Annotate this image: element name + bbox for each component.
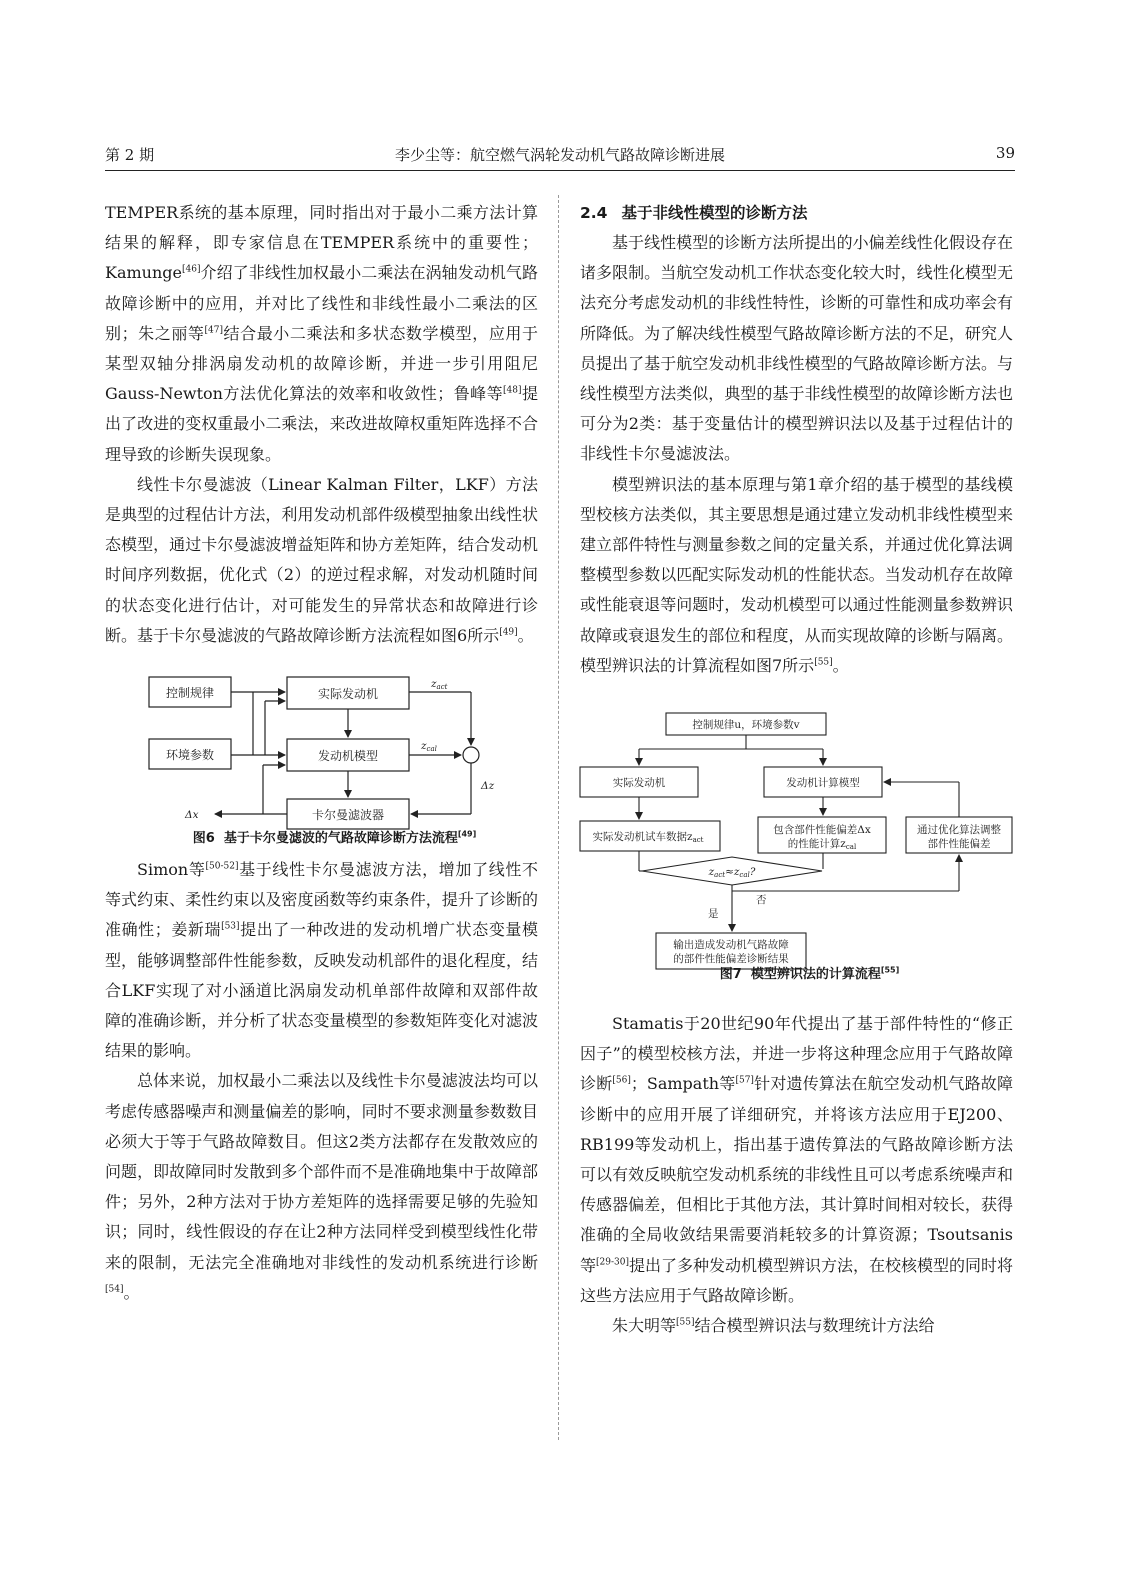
perf-calc-label-1: 包含部件性能偏差Δx: [773, 824, 871, 837]
column-divider: [558, 195, 559, 1440]
yes-label: 是: [708, 908, 719, 921]
inputs-label: 控制规律u，环境参数v: [692, 719, 800, 732]
figure-label: 图6: [192, 831, 215, 847]
paragraph: [580, 1009, 1013, 1311]
perf-calc-label-2: 的性能计算zcal: [787, 838, 857, 852]
citation: [53]: [221, 922, 240, 933]
adjust-label-1: 通过优化算法调整: [917, 824, 1001, 837]
left-column: [105, 198, 538, 1308]
figure-title: 基于卡尔曼滤波的气路故障诊断方法流程: [223, 831, 458, 847]
z-act-label: zact: [431, 678, 448, 692]
paragraph: [105, 470, 538, 651]
citation: [55]: [814, 657, 833, 668]
real-engine-label: 实际发动机: [612, 777, 666, 790]
running-title: 李少尘等：航空燃气涡轮发动机气路故障诊断进展: [394, 146, 725, 164]
text-run: 介绍了非线性加权最小二乘法在涡轴发动机气路故障诊断中的应用，并对比了线性和非线性最小二乘法的区别；朱之丽等: [105, 263, 538, 343]
text-run: 针对遗传算法在航空发动机气路故障诊断中的应用开展了详细研究，并将该方法应用于EJ200、RB199等发动机上，指出基于遗传算法的气路故障诊断方法可以有效反映航空发动机系统的非线性且可以考虑系统噪声和传感器偏差，但相比于其他方法，其计算时间相对较长，获得准确的全局收敛结果需要消耗较多的计算资源；Tsoutsanis等: [580, 1074, 1013, 1275]
citation: [55]: [880, 965, 900, 975]
section-number: 2.4: [580, 204, 608, 222]
issue-number: 第 2 期: [105, 146, 155, 164]
text-run: Stamatis于20世纪90年代提出了基于部件特性的“修正因子”的模型校核方法，并进一步将这种理念应用于气路故障诊断: [580, 1014, 1013, 1094]
text-run: Simon等: [137, 860, 206, 880]
text-run: 提出了多种发动机模型辨识方法，在校核模型的同时将这些方法应用于气路故障诊断。: [580, 1255, 1013, 1305]
text-run: ；Sampath等: [630, 1074, 736, 1094]
citation: [57]: [735, 1076, 754, 1087]
paragraph: [105, 198, 538, 470]
text-run: 结合模型辨识法与数理统计方法给: [694, 1316, 935, 1336]
paragraph: [580, 1311, 1013, 1341]
engine-model-label: 发动机模型: [317, 749, 379, 764]
real-engine-label: 实际发动机: [317, 687, 379, 702]
paragraph: 基于线性模型的诊断方法所提出的小偏差线性化假设存在诸多限制。当航空发动机工作状态变化较大时，线性化模型无法充分考虑发动机的非线性特性，诊断的可靠性和成功率会有所降低。为了解决线性模型气路故障诊断方法的不足，研究人员提出了基于航空发动机非线性模型的气路故障诊断方法。与线性模型方法类似，典型的基于非线性模型的故障诊断方法也可分为2类：基于变量估计的模型辨识法以及基于过程估计的非线性卡尔曼滤波法。: [580, 233, 1013, 464]
citation: [56]: [612, 1076, 631, 1087]
environment-label: 环境参数: [165, 748, 215, 763]
text-run: 线性卡尔曼滤波（Linear Kalman Filter，LKF）方法是典型的过程估计方法，利用发动机部件级模型抽象出线性状态模型，通过卡尔曼滤波增益矩阵和协方差矩阵，结合发动机时间序列数据，优化式（2）的逆过程求解，对发动机随时间的状态变化进行估计，对可能发生的异常状态和故障进行诊断。基于卡尔曼滤波的气路故障诊断方法流程如图6所示: [105, 474, 538, 645]
model-identification-flow-diagram: [580, 687, 1013, 966]
citation: [47]: [204, 325, 223, 336]
citation: [55]: [676, 1317, 695, 1328]
citation: [49]: [499, 627, 518, 638]
adjust-label-2: 部件性能偏差: [927, 838, 991, 851]
text-run: 基于线性卡尔曼滤波方法，增加了线性不等式约束、柔性约束以及密度函数等约束条件，提升了诊断的准确性；姜新瑞: [105, 860, 538, 940]
section-title: 基于非线性模型的诊断方法: [621, 204, 808, 222]
kalman-filter-label: 卡尔曼滤波器: [311, 808, 385, 823]
citation: [46]: [181, 265, 201, 276]
citation: [48]: [503, 385, 522, 396]
text-run: 提出了改进的变权重最小二乘法，来改进故障权重矩阵选择不合理导致的诊断失误现象。: [105, 384, 538, 464]
decision-label: zact≈zcal?: [708, 866, 756, 880]
summing-junction: [463, 747, 479, 763]
text-run: 提出了一种改进的发动机增广状态变量模型，能够调整部件性能参数，反映发动机部件的退化程度，结合LKF实现了对小涵道比涡扇发动机单部件故障和双部件故障的准确诊断，并分析了状态变量模型的参数矩阵变化对滤波结果的影响。: [105, 920, 538, 1061]
citation: [49]: [457, 829, 477, 839]
text-run: 朱大明等: [612, 1316, 677, 1336]
text-run: 。: [517, 625, 534, 645]
right-column: [580, 198, 1013, 1341]
kalman-flow-diagram: [105, 657, 538, 829]
paragraph: [105, 855, 538, 1066]
text-run: 结合最小二乘法和多状态数学模型，应用于某型双轴分排涡扇发动机的故障诊断，并进一步引用阻尼Gauss-Newton方法优化算法的效率和收敛性；鲁峰等: [105, 323, 538, 404]
citation: [54]: [105, 1284, 124, 1295]
text-run: 总体来说，加权最小二乘法以及线性卡尔曼滤波法均可以考虑传感器噪声和测量偏差的影响，同时不要求测量参数数目必须大于等于气路故障数目。但这2类方法都存在发散效应的问题，即故障同时发散到多个部件而不是准确地集中于故障部件；另外，2种方法对于协方差矩阵的选择需要足够的先验知识；同时，线性假设的存在让2种方法同样受到模型线性化带来的限制，无法完全准确地对非线性的发动机系统进行诊断: [105, 1071, 538, 1272]
figure-7: [580, 687, 1013, 985]
control-law-label: 控制规律: [165, 686, 215, 701]
section-heading: [580, 198, 1013, 228]
figure-label: 图7: [719, 967, 742, 983]
text-run: TEMPER系统的基本原理，同时指出对于最小二乘方法计算结果的解释，即专家信息在TEMPER系统中的重要性；Kamunge: [105, 203, 538, 283]
z-cal-label: zcal: [421, 740, 437, 754]
test-data-label: 实际发动机试车数据zact: [592, 831, 704, 845]
output-label-1: 输出造成发动机气路故障: [673, 939, 789, 952]
figure-title: 模型辨识法的计算流程: [750, 967, 881, 983]
text-run: 。: [832, 655, 849, 675]
delta-z-label: Δz: [481, 780, 495, 793]
paragraph: [580, 470, 1013, 681]
page-number: 39: [995, 144, 1015, 162]
delta-x-label: Δx: [185, 809, 199, 822]
calc-model-label: 发动机计算模型: [786, 777, 860, 790]
citation: [50-52]: [205, 861, 239, 872]
header-rule: [105, 170, 1015, 171]
no-label: 否: [756, 894, 767, 907]
output-label-2: 的部件性能偏差诊断结果: [673, 953, 789, 966]
figure-6: [105, 657, 538, 849]
running-header: [105, 144, 1015, 168]
paragraph: [105, 1066, 538, 1308]
text-run: 。: [123, 1282, 140, 1302]
figure-7-caption: [580, 965, 1013, 985]
text-run: 模型辨识法的基本原理与第1章介绍的基于模型的基线模型校核方法类似，其主要思想是通过建立发动机非线性模型来建立部件特性与测量参数之间的定量关系，并通过优化算法调整模型参数以匹配实际发动机的性能状态。当发动机存在故障或性能衰退等问题时，发动机模型可以通过性能测量参数辨识故障或衰退发生的部位和程度，从而实现故障的诊断与隔离。模型辨识法的计算流程如图7所示: [580, 474, 1013, 675]
figure-6-caption: [105, 829, 538, 849]
citation: [29-30]: [596, 1257, 629, 1268]
